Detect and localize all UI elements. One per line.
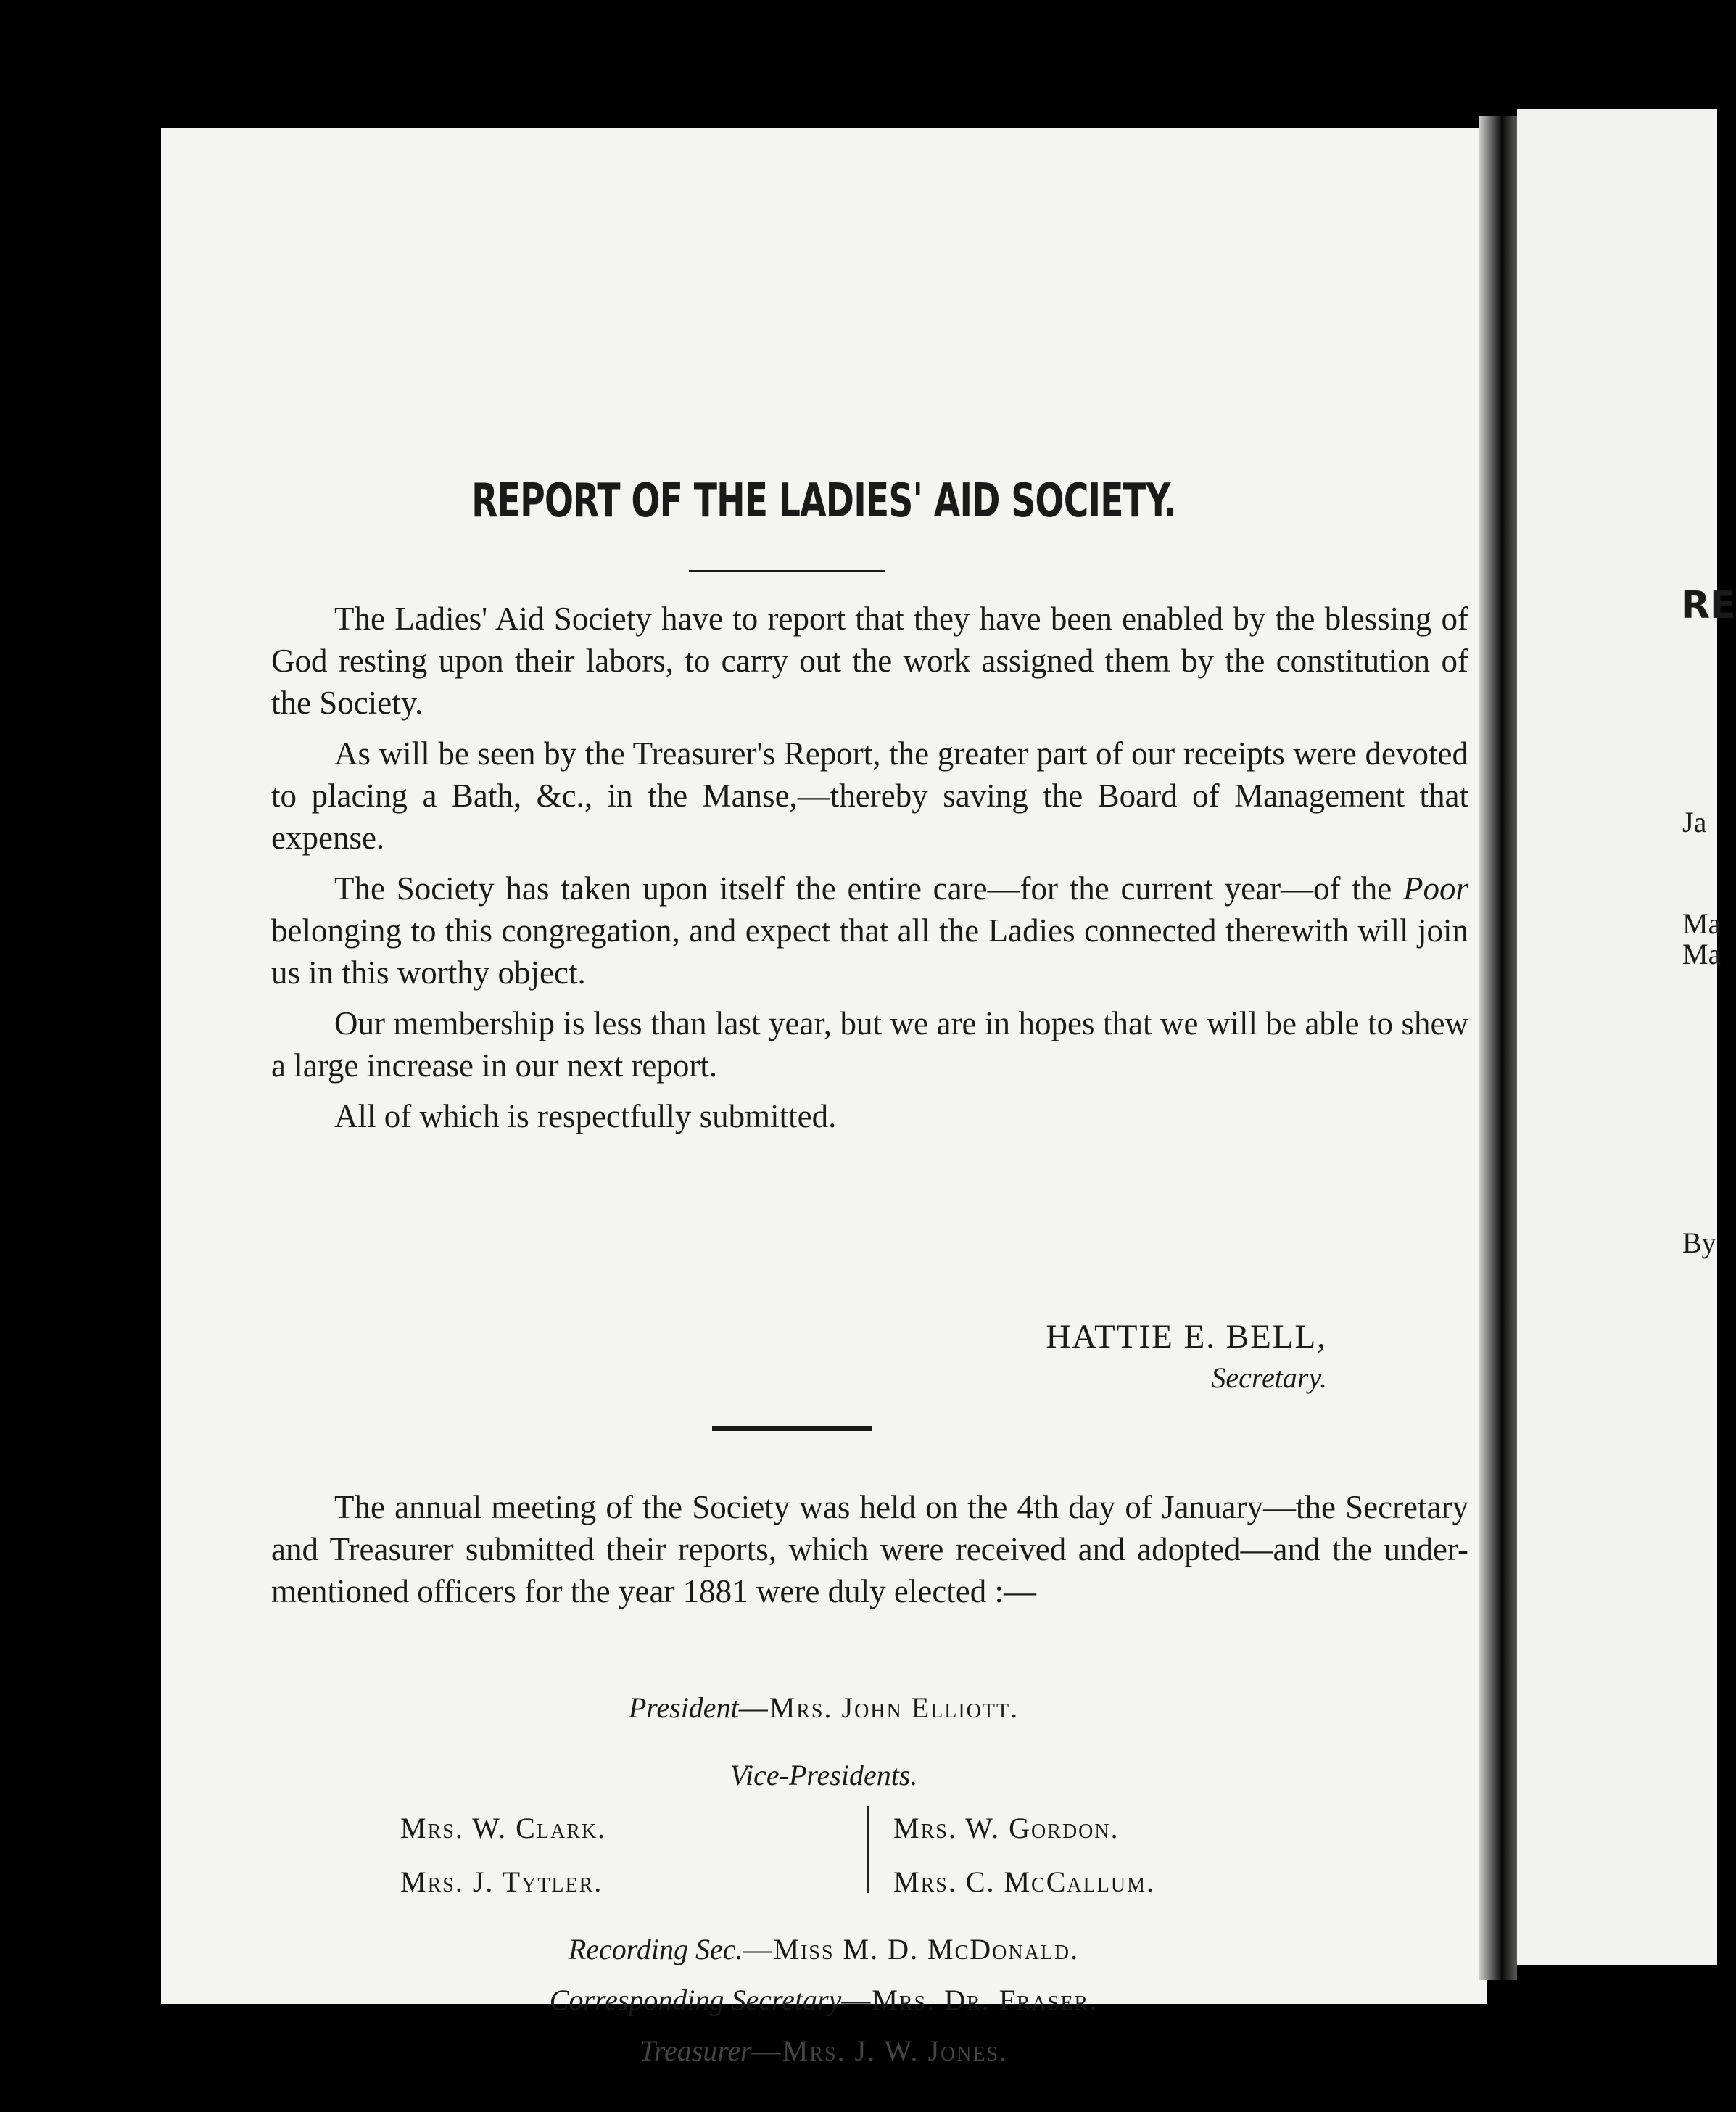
vice-presidents-right bbox=[893, 1802, 1299, 1909]
vice-president: Mrs. W. Gordon. bbox=[893, 1812, 1120, 1844]
meeting-text bbox=[271, 1486, 1468, 1621]
corresponding-secretary-line bbox=[161, 1983, 1487, 2017]
vice-presidents-list bbox=[400, 1802, 1328, 1903]
facing-page-fragment: By bbox=[1682, 1226, 1716, 1259]
corresponding-label: Corresponding Secretary bbox=[549, 1984, 842, 2016]
recording-name: —Miss M. D. McDonald. bbox=[743, 1933, 1080, 1965]
vice-president: Mrs. W. Clark. bbox=[400, 1812, 607, 1844]
report-body bbox=[271, 598, 1468, 1146]
president-line bbox=[161, 1691, 1487, 1725]
paragraph-2: As will be seen by the Treasurer's Report, the greater part of our receipts were devoted to placing a Bath, &c., in the Manse,—thereby saving the Board of Management that expense. bbox=[271, 735, 1468, 856]
vice-president: Mrs. C. McCallum. bbox=[893, 1865, 1155, 1898]
vice-presidents-left bbox=[400, 1802, 806, 1909]
signature-role: Secretary. bbox=[1211, 1361, 1327, 1394]
paragraph-4: Our membership is less than last year, but we are in hopes that we will be able to shew a large increase in our next report. bbox=[271, 1005, 1468, 1084]
meeting-paragraph: The annual meeting of the Society was held on the 4th day of January—the Secretary and Treasurer submitted their reports, which were received and adopted—and the under-mentioned officers for the year 1881 were duly elected :— bbox=[271, 1489, 1468, 1609]
paragraph-5: All of which is respectfully submitted. bbox=[334, 1098, 837, 1134]
facing-page bbox=[1517, 109, 1717, 1965]
treasurer-label: Treasurer bbox=[639, 2034, 752, 2067]
treasurer-line bbox=[161, 2034, 1487, 2068]
book-gutter bbox=[1479, 116, 1517, 1980]
corresponding-name: —Mrs. Dr. Fraser. bbox=[841, 1984, 1099, 2016]
facing-page-heading-fragment: RE bbox=[1681, 584, 1736, 627]
recording-secretary-line bbox=[161, 1932, 1487, 1966]
facing-page-fragment: Ja bbox=[1682, 806, 1707, 838]
facing-page-fragment: Ma bbox=[1682, 907, 1721, 940]
column-divider bbox=[867, 1806, 869, 1893]
president-label: President bbox=[628, 1691, 739, 1724]
vice-presidents-heading: Vice-Presidents. bbox=[729, 1759, 918, 1791]
president-name: —Mrs. John Elliott. bbox=[738, 1691, 1020, 1724]
section-rule bbox=[712, 1426, 872, 1431]
facing-page-fragment: Ma bbox=[1682, 938, 1721, 970]
signature-block bbox=[1046, 1317, 1327, 1395]
recording-label: Recording Sec. bbox=[568, 1933, 743, 1965]
paragraph-3-end: belonging to this congregation, and expect that all the Ladies connected therewith will join us in this worthy object. bbox=[271, 912, 1468, 991]
poor-word: Poor bbox=[1403, 870, 1469, 907]
paragraph-3 bbox=[271, 867, 1468, 994]
vice-president: Mrs. J. Tytler. bbox=[400, 1865, 603, 1898]
paragraph-3-start: The Society has taken upon itself the entire care—for the current year—of the bbox=[334, 870, 1392, 907]
signature-name: HATTIE E. BELL, bbox=[1046, 1318, 1327, 1356]
paragraph-1: The Ladies' Aid Society have to report that they have been enabled by the blessing of God resting upon their labors, to carry out the work assigned them by the constitution of the Society. bbox=[271, 601, 1468, 721]
treasurer-name: —Mrs. J. W. Jones. bbox=[751, 2034, 1009, 2067]
title-rule bbox=[689, 570, 885, 572]
page-title: REPORT OF THE LADIES' AID SOCIETY. bbox=[471, 474, 1176, 528]
document-page bbox=[161, 128, 1487, 2067]
